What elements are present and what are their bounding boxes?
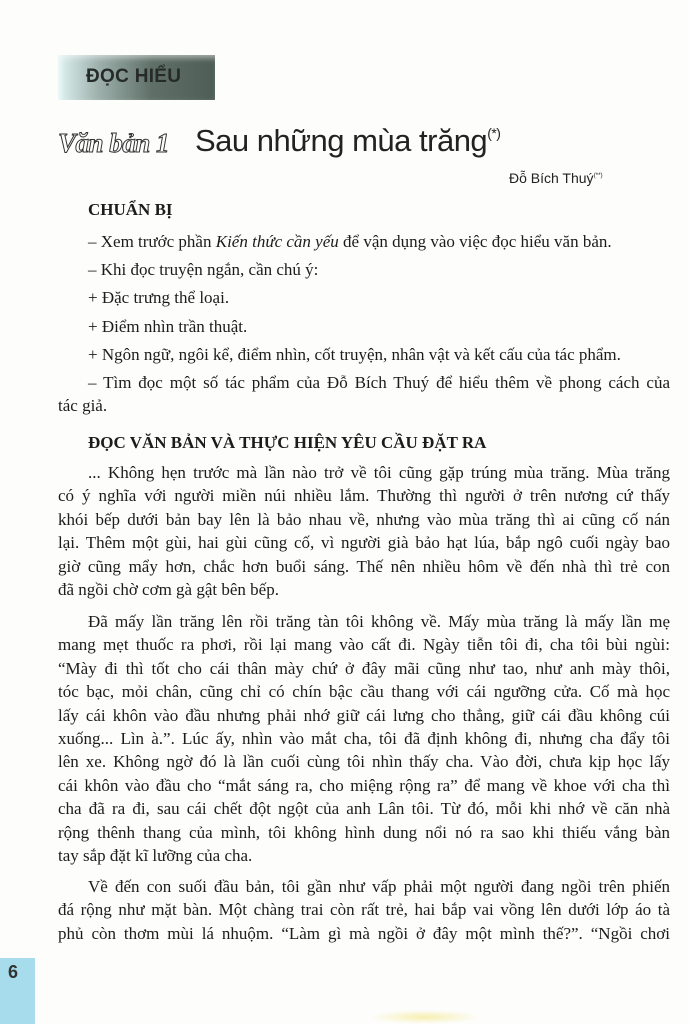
author-footnote-mark: (**) xyxy=(593,172,603,179)
prepare-item xyxy=(88,288,670,308)
prepare-item-text: + Điểm nhìn trần thuật. xyxy=(88,317,248,336)
paragraph-line: lại. Thêm một gùi, hai gùi cũng cố, vì người già bảo hạt lúa, bắp ngô cuối ngày bao xyxy=(58,533,670,552)
reading-heading: ĐỌC VĂN BẢN VÀ THỰC HIỆN YÊU CẦU ĐẶT RA xyxy=(88,433,487,452)
prepare-item-text: – Tìm đọc một số tác phẩm của Đỗ Bích Thuý để hiểu thêm về phong cách của xyxy=(88,373,670,392)
paragraph-line: tay sắp đặt kĩ lưỡng của cha. xyxy=(58,846,253,865)
paragraph-line: lên xe. Không ngờ đó là lần cuối cùng tôi nhìn thấy cha. Vào đời, chưa kịp học lấy xyxy=(58,752,670,771)
prepare-item-text: – Khi đọc truyện ngắn, cần chú ý: xyxy=(88,260,319,279)
paragraph-line: rộng thênh thang của mình, tôi không hình dung nổi nó ra sao khi thiếu vắng bàn xyxy=(58,823,670,842)
title-text: Sau những mùa trăng xyxy=(195,123,488,158)
paragraph-line: khói bếp dưới bản bay lên là bảo nhau về, nhưng vào mùa trăng thì ai cũng cố nán xyxy=(58,510,670,529)
prepare-item xyxy=(88,260,670,280)
prepare-item xyxy=(88,373,670,393)
paragraph-line: giờ cũng mẩy hơn, chắc hơn buổi sáng. Thế nên nhiều hôm về đến nhà thì trẻ con xyxy=(58,557,670,576)
prepare-item xyxy=(88,317,670,337)
prepare-heading: CHUẨN BỊ xyxy=(88,200,173,219)
paragraph-line: Đã mấy lần trăng lên rồi trăng tàn tôi không về. Mấy mùa trăng là mấy lần mẹ xyxy=(88,612,670,631)
paragraph-line: lấy cái khôn vào đầu nhưng phải nhớ giữ cái lưng cho thẳng, giữ cái đầu không cúi xyxy=(58,706,670,725)
prepare-item-emphasis: Kiến thức cần yếu xyxy=(215,232,339,251)
prepare-item-text: + Ngôn ngữ, ngôi kể, điểm nhìn, cốt truyện, nhân vật và kết cấu của tác phẩm. xyxy=(88,345,621,364)
paragraph-line: có ý nghĩa với người miền núi nhiều lắm. Thường thì người ở trên nương cứ thấy xyxy=(58,486,670,505)
text-label: Văn bản 1 xyxy=(58,128,170,158)
paragraph-line: phủ còn thơm mùi lá nhuộm. “Làm gì mà ngồi ở đây một mình thế?”. “Ngồi chơi xyxy=(58,924,670,943)
section-badge-label: ĐỌC HIỂU xyxy=(86,66,182,87)
author-name: Đỗ Bích Thuý xyxy=(509,170,594,186)
paragraph-line: mang mẹt thuốc ra phơi, rồi lại mang vào cất đi. Ngày tiễn tôi đi, cha tôi bùi ngùi: xyxy=(58,635,670,654)
prepare-item-text: + Đặc trưng thể loại. xyxy=(88,288,230,307)
prepare-item-text: để vận dụng vào việc đọc hiểu văn bản. xyxy=(338,232,612,251)
author xyxy=(509,170,603,186)
prepare-item xyxy=(58,396,670,416)
page-number: 6 xyxy=(8,962,19,982)
paragraph-line: đá rộng như mặt bàn. Một chàng trai còn rất trẻ, hai bắp vai vồng lên dưới lớp áo tà xyxy=(58,900,670,919)
scan-smudge xyxy=(370,1010,480,1024)
paragraph-line: tóc bạc, mỏi chân, cũng chỉ có chín bậc cầu thang với cái ngưỡng cửa. Cố mà học xyxy=(58,682,670,701)
prepare-item-text: tác giả. xyxy=(58,396,108,415)
paragraph-line: “Mày đi thì tốt cho cái thân mày chứ ở đây mãi cũng như tao, như anh mày thôi, xyxy=(58,659,670,678)
title-footnote-mark: (*) xyxy=(487,125,501,141)
paragraph-line: ... Không hẹn trước mà lần nào trở về tôi cũng gặp trúng mùa trăng. Mùa trăng xyxy=(88,463,670,482)
paragraph-line: đã ngồi chờ cơm gà gật bên bếp. xyxy=(58,580,279,599)
paragraph-line: cái khôn vào đầu cho “mắt sáng ra, cho miệng rộng ra” để mang về khoe với cha thì xyxy=(58,776,670,795)
section-badge xyxy=(58,55,215,100)
paragraph-line: cha đã ra đi, sau cái chết đột ngột của anh Lân tôi. Từ đó, mỗi khi nhớ về căn nhà xyxy=(58,799,670,818)
prepare-item xyxy=(88,345,670,365)
prepare-item xyxy=(88,232,670,252)
prepare-item-text: – Xem trước phần xyxy=(88,232,216,251)
paragraph-line: Về đến con suối đầu bản, tôi gần như vấp phải một người đang ngồi trên phiến xyxy=(88,877,670,896)
paragraph-line: xuống... Lìn à.”. Lúc ấy, nhìn vào mắt cha, tôi đã định không đi, nhưng cha đẩy tôi xyxy=(58,729,670,748)
page-title xyxy=(195,123,500,159)
